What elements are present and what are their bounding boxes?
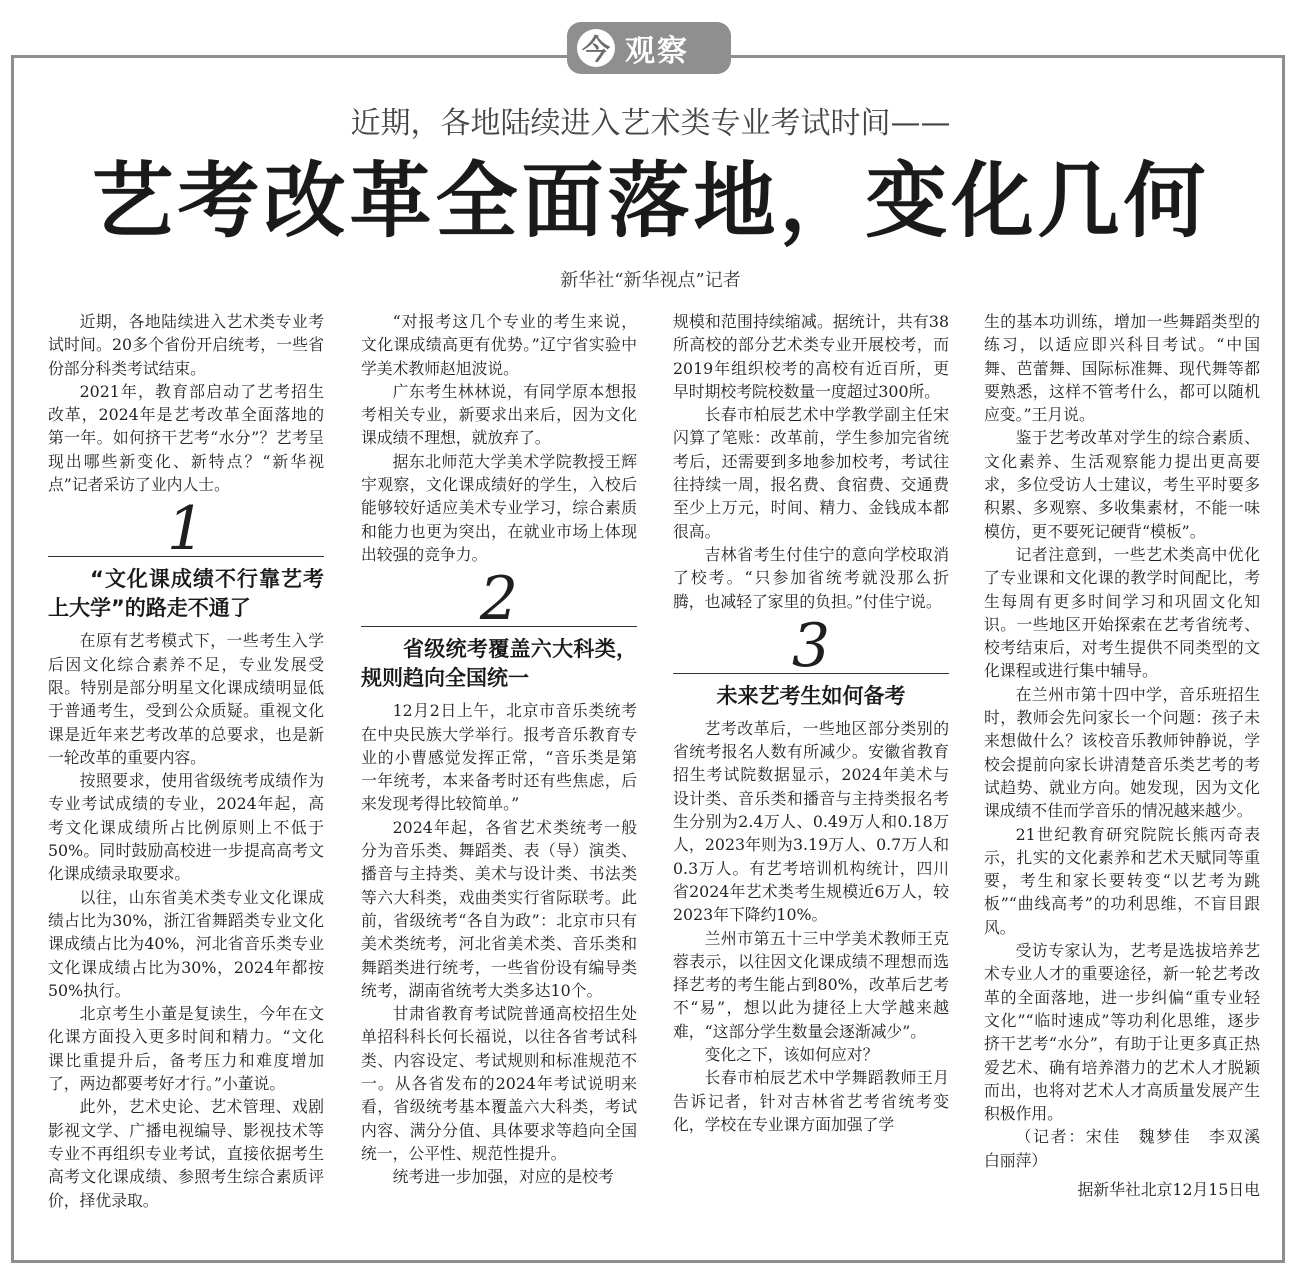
paragraph: 长春市柏辰艺术中学舞蹈教师王月告诉记者，针对吉林省艺考省统考变化，学校在专业课方面加强了学 <box>673 1068 949 1134</box>
section-heading-3 <box>673 610 949 711</box>
section-title: 省级统考覆盖六大科类，规则趋向全国统一 <box>361 637 637 691</box>
dateline: 据新华社北京12月15日电 <box>1077 1179 1260 1199</box>
paragraph: 长春市柏辰艺术中学教学副主任宋闪算了笔账：改革前，学生参加完省统考后，还需要到多地参加校考，考试往往持续一周，报名费、食宿费、交通费至少上万元，时间、精力、金钱成本都很高。 <box>673 405 949 541</box>
paragraph: 变化之下，该如何应对？ <box>704 1045 879 1065</box>
paragraph: 鉴于艺考改革对学生的综合素质、文化素养、生活观察能力提出更高要求，多位受访人士建议，考生平时要多积累、多观察、多收集素材，不能一味模仿，更不要死记硬背“模板”。 <box>984 428 1260 541</box>
paragraph: 此外，艺术史论、艺术管理、戏剧影视文学、广播电视编导、影视技术等专业不再组织专业考试，直接依据考生高考文化课成绩、参照考生综合素质评价，择优录取。 <box>48 1097 324 1210</box>
kicker-title: 近期，各地陆续进入艺术类专业考试时间—— <box>350 106 951 141</box>
paragraph: 按照要求，使用省级统考成绩作为专业考试成绩的专业，2024年起，高考文化课成绩所占比例原则上不低于50%。同时鼓励高校进一步提高高考文化课成绩录取要求。 <box>48 771 324 884</box>
paragraph: 受访专家认为，艺考是选拔培养艺术专业人才的重要途径，新一轮艺考改革的全面落地，进一步纠偏“重专业轻文化”“临时速成”等功利化思维，逐步挤干艺考“水分”，有助于让更多真正热爱艺术、确有培养潜力的艺术人才脱颖而出，也将对艺术人才高质量发展产生积极作用。 <box>984 941 1260 1124</box>
column-2 <box>361 310 637 1189</box>
paragraph: 21世纪教育研究院院长熊丙奇表示，扎实的文化素养和艺术天赋同等重要，考生和家长要转变“以艺考为跳板”“曲线高考”的功利思维，不盲目跟风。 <box>984 824 1260 937</box>
paragraph: 艺考改革后，一些地区部分类别的省统考报名人数有所减少。安徽省教育招生考试院数据显示，2024年美术与设计类、音乐类和播音与主持类报名考生分别为2.4万人、0.49万人和0.18万人，2023年则为3.19万人、0.7万人和0.3万人。有艺考培训机构统计，四川省2024年艺术类考生规模近6万人，较2023年下降约10%。 <box>673 718 949 925</box>
badge-label: 观察 <box>625 34 689 69</box>
paragraph: 2024年起，各省艺术类统考一般分为音乐类、舞蹈类、表（导）演类、播音与主持类、美术与设计类、书法类等六大科类，戏曲类实行省际联考。此前，省级统考“各自为政”：北京市只有美术类统考，河北省美术类、音乐类和舞蹈类进行统考，一些省份设有编导类统考，湖南省统考大类多达10个。 <box>361 817 637 1000</box>
byline: 新华社“新华视点”记者 <box>560 270 741 291</box>
paragraph: 吉林省考生付佳宁的意向学校取消了校考。“只参加省统考就没那么折腾，也减轻了家里的负担。”付佳宁说。 <box>673 544 949 611</box>
paragraph: 据东北师范大学美术学院教授王辉宇观察，文化课成绩好的学生，入校后能够较好适应美术专业学习，综合素质和能力也更为突出，在就业市场上体现出较强的竞争力。 <box>361 451 637 564</box>
paragraph: 北京考生小董是复读生，今年在文化课方面投入更多时间和精力。“文化课比重提升后，备考压力和难度增加了，两边都要考好才行。”小董说。 <box>48 1004 324 1094</box>
section-title: “文化课成绩不行靠艺考上大学”的路走不通了 <box>48 567 324 621</box>
section-number: 3 <box>791 610 831 681</box>
column-4 <box>984 310 1276 1201</box>
headline: 艺考改革全面落地，变化几何 <box>91 154 1210 249</box>
paragraph: 以往，山东省美术类专业文化课成绩占比为30%，浙江省舞蹈类专业文化课成绩占比为40%，河北省音乐类专业文化课成绩占比为30%，2024年都按50%执行。 <box>48 887 324 1000</box>
paragraph: 在兰州市第十四中学，音乐班招生时，教师会先问家长一个问题：孩子未来想做什么？该校音乐教师钟静说，学校会提前向家长讲清楚音乐类艺考的考试趋势、就业方向。她发现，因为文化课成绩不佳而学音乐的情况越来越少。 <box>984 684 1260 821</box>
paragraph: 记者注意到，一些艺术类高中优化了专业课和文化课的教学时间配比，考生每周有更多时间学习和巩固文化知识。一些地区开始探索在艺考省统考、校考结束后，对考生提供不同类型的文化课程或进行集中辅导。 <box>984 544 1260 681</box>
paragraph: 广东考生林林说，有同学原本想报考相关专业，新要求出来后，因为文化课成绩不理想，就放弃了。 <box>361 381 637 448</box>
paragraph: 2021年，教育部启动了艺考招生改革，2024年是艺考改革全面落地的第一年。如何挤干艺考“水分”？艺考呈现出哪些新变化、新特点？“新华视点”记者采访了业内人士。 <box>48 381 324 495</box>
paragraph: 12月2日上午，北京市音乐类统考在中央民族大学举行。报考音乐教育专业的小曹感觉发挥正常，“音乐类是第一年统考，本来备考时还有些焦虑，后来发现考得比较简单。” <box>361 701 637 814</box>
paragraph: “对报考这几个专业的考生来说，文化课成绩高更有优势。”辽宁省实验中学美术教师赵旭波说。 <box>361 312 637 378</box>
paragraph: 甘肃省教育考试院普通高校招生处单招科科长何长福说，以往各省考试科类、内容设定、考试规则和标准规范不一。从各省发布的2024年考试说明来看，省级统考基本覆盖六大科类，考试内容、满分分值、具体要求等趋向全国统一，公平性、规范性提升。 <box>361 1004 637 1163</box>
reporters-credit: （记者：宋佳 魏梦佳 李双溪 白丽萍） <box>984 1127 1276 1170</box>
section-heading-2 <box>361 564 637 693</box>
section-heading-1 <box>48 494 324 623</box>
column-1 <box>48 310 324 1212</box>
section-badge <box>567 22 731 74</box>
section-number: 2 <box>479 564 519 635</box>
paragraph: 兰州市第五十三中学美术教师王克蓉表示，以往因文化课成绩不理想而选择艺考的考生能占到80%，改革后艺考不“易”，想以此为捷径上大学越来越难，“这部分学生数量会逐渐减少”。 <box>673 928 949 1041</box>
today-icon: 今 <box>577 29 615 67</box>
section-number: 1 <box>166 494 206 565</box>
paragraph: 在原有艺考模式下，一些考生入学后因文化综合素养不足，专业发展受限。特别是部分明星文化课成绩明显低于普通考生，受到公众质疑。重视文化课是近年来艺考改革的总要求，也是新一轮改革的重要内容。 <box>48 631 324 767</box>
paragraph: 规模和范围持续缩减。据统计，共有38所高校的部分艺术类专业开展校考，而2019年组织校考的高校有近百所，更早时期校考院校数量一度超过300所。 <box>673 312 949 401</box>
paragraph: 统考进一步加强，对应的是校考 <box>392 1167 614 1187</box>
paragraph: 近期，各地陆续进入艺术类专业考试时间。20多个省份开启统考，一些省份部分科类考试结束。 <box>48 312 324 378</box>
paragraph: 生的基本功训练，增加一些舞蹈类型的练习，以适应即兴科目考试。“中国舞、芭蕾舞、国际标准舞、现代舞等都要熟悉，这样不管考什么，都可以随机应变。”王月说。 <box>984 312 1260 425</box>
section-title: 未来艺考生如何备考 <box>716 683 906 708</box>
column-3 <box>673 310 949 1136</box>
